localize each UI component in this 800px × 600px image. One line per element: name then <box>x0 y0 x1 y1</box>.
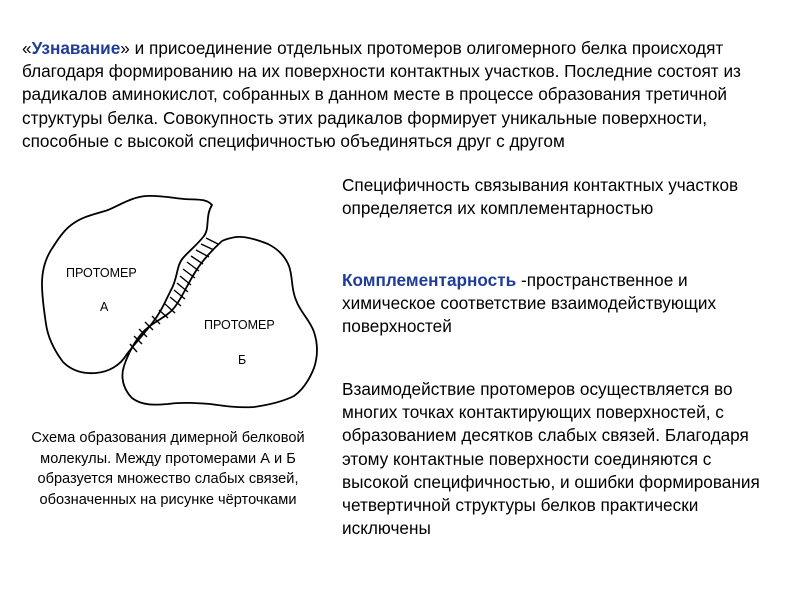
complementarity-paragraph <box>342 269 782 339</box>
quote-close: » <box>120 38 130 58</box>
specificity-paragraph: Специфичность связывания контактных участков определяется их комплементарностью <box>342 175 739 219</box>
protomer-b-letter: Б <box>238 353 247 367</box>
quote-open: « <box>22 38 32 58</box>
protomer-a-outline <box>42 196 212 373</box>
protomer-b-label: ПРОТОМЕР <box>204 318 275 332</box>
keyword-recognition: Узнавание <box>31 38 121 58</box>
diagram-caption: Схема образования димерной белковой молекулы. Между протомерами А и Б образуется множество слабых связей, обозначенных на рисунке чёрточками <box>31 430 305 508</box>
complementarity-term: Комплементарность <box>342 270 517 290</box>
protomer-a-label: ПРОТОМЕР <box>66 266 137 280</box>
complementarity-definition: -пространственное и химическое соответствие взаимодействующих поверхностей <box>342 270 717 337</box>
intro-text: и присоединение отдельных протомеров олигомерного белка происходят благодаря формированию на их поверхности контактных участков. Последние состоят из радикалов аминокислот, собранных в данном месте в процессе образования третичной структуры белка. Совокупность этих радикалов формирует уникальные поверхности, способные с высокой специфичностью объединяться друг с другом <box>22 38 741 151</box>
protomer-a-letter: А <box>100 300 109 314</box>
interaction-paragraph: Взаимодействие протомеров осуществляется во многих точках контактирующих поверхностей, с образованием десятков слабых связей. Благодаря этому контактные поверхности соединяются с высокой специфичностью, и ошибки формирования четвертичной структуры белков практически исключены <box>342 379 760 539</box>
